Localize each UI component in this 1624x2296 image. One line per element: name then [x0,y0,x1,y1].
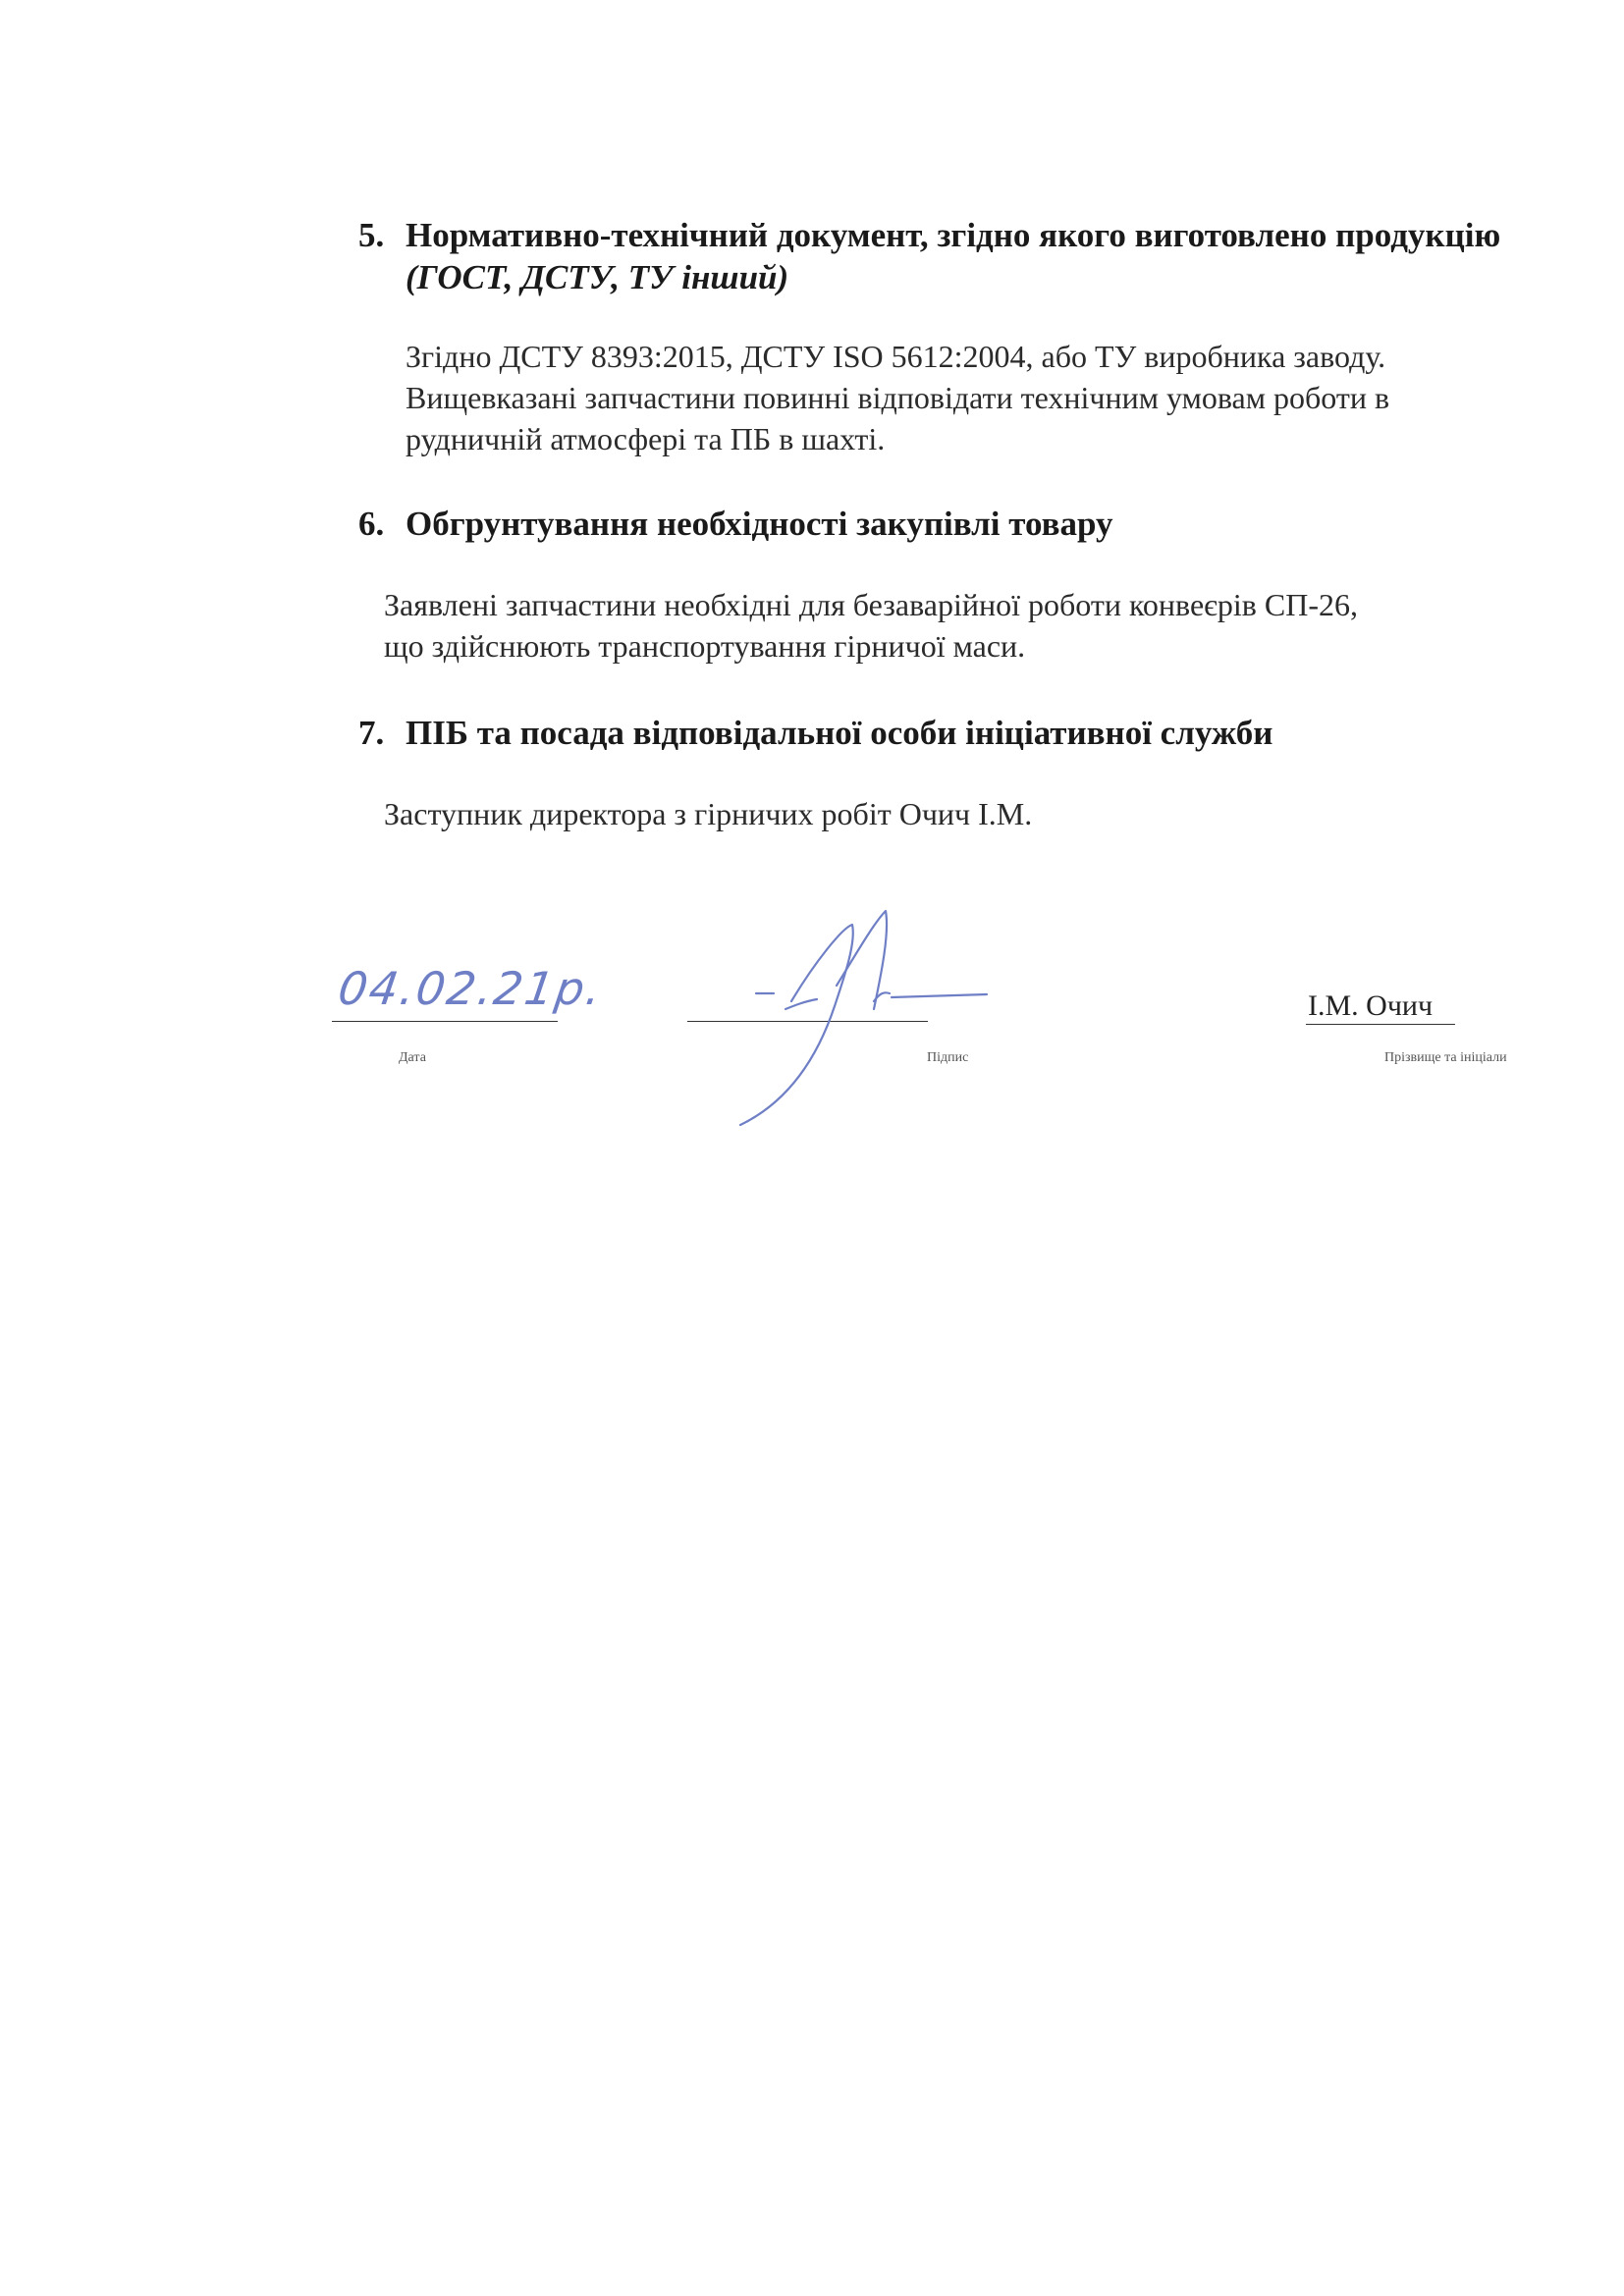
section-5-subtitle: (ГОСТ, ДСТУ, ТУ інший) [406,258,789,296]
section-7-body [384,793,1032,834]
section-5-line-2: Вищевказані запчастини повинні відповідати технічним умовам роботи в [406,380,1390,415]
section-6-line-2: що здійснюють транспортування гірничої маси. [384,628,1026,664]
section-6-body [384,584,1358,667]
signature-caption: Підпис [927,1050,969,1065]
date-caption: Дата [399,1050,426,1065]
section-6-line-1: Заявлені запчастини необхідні для безаварійної роботи конвеєрів СП-26, [384,587,1358,622]
name-caption: Прізвище та ініціали [1384,1050,1507,1065]
section-5-title: Нормативно-технічний документ, згідно якого виготовлено продукцію [406,216,1501,254]
section-7-heading [358,712,1556,754]
section-7-number: 7. [358,714,385,752]
section-6-number: 6. [358,505,385,543]
section-5-number: 5. [358,216,385,254]
section-5-heading [358,214,1556,298]
section-5-line-1: Згідно ДСТУ 8393:2015, ДСТУ ISO 5612:2004, або ТУ виробника заводу. [406,339,1386,374]
section-7-line-1: Заступник директора з гірничих робіт Очич І.М. [384,796,1033,831]
section-7-title: ПІБ та посада відповідальної особи ініціативної служби [406,714,1273,752]
handwritten-date: 04.02.21р. [335,962,607,1015]
name-line [1306,1024,1455,1025]
date-line [332,1021,558,1022]
section-6-title: Обгрунтування необхідності закупівлі товару [406,505,1113,543]
handwritten-signature [727,903,1011,1129]
section-5-line-3: рудничній атмосфері та ПБ в шахті. [406,421,886,456]
section-5-body [406,336,1389,459]
name-value: І.М. Очич [1308,989,1434,1022]
section-6-heading [358,503,1556,545]
